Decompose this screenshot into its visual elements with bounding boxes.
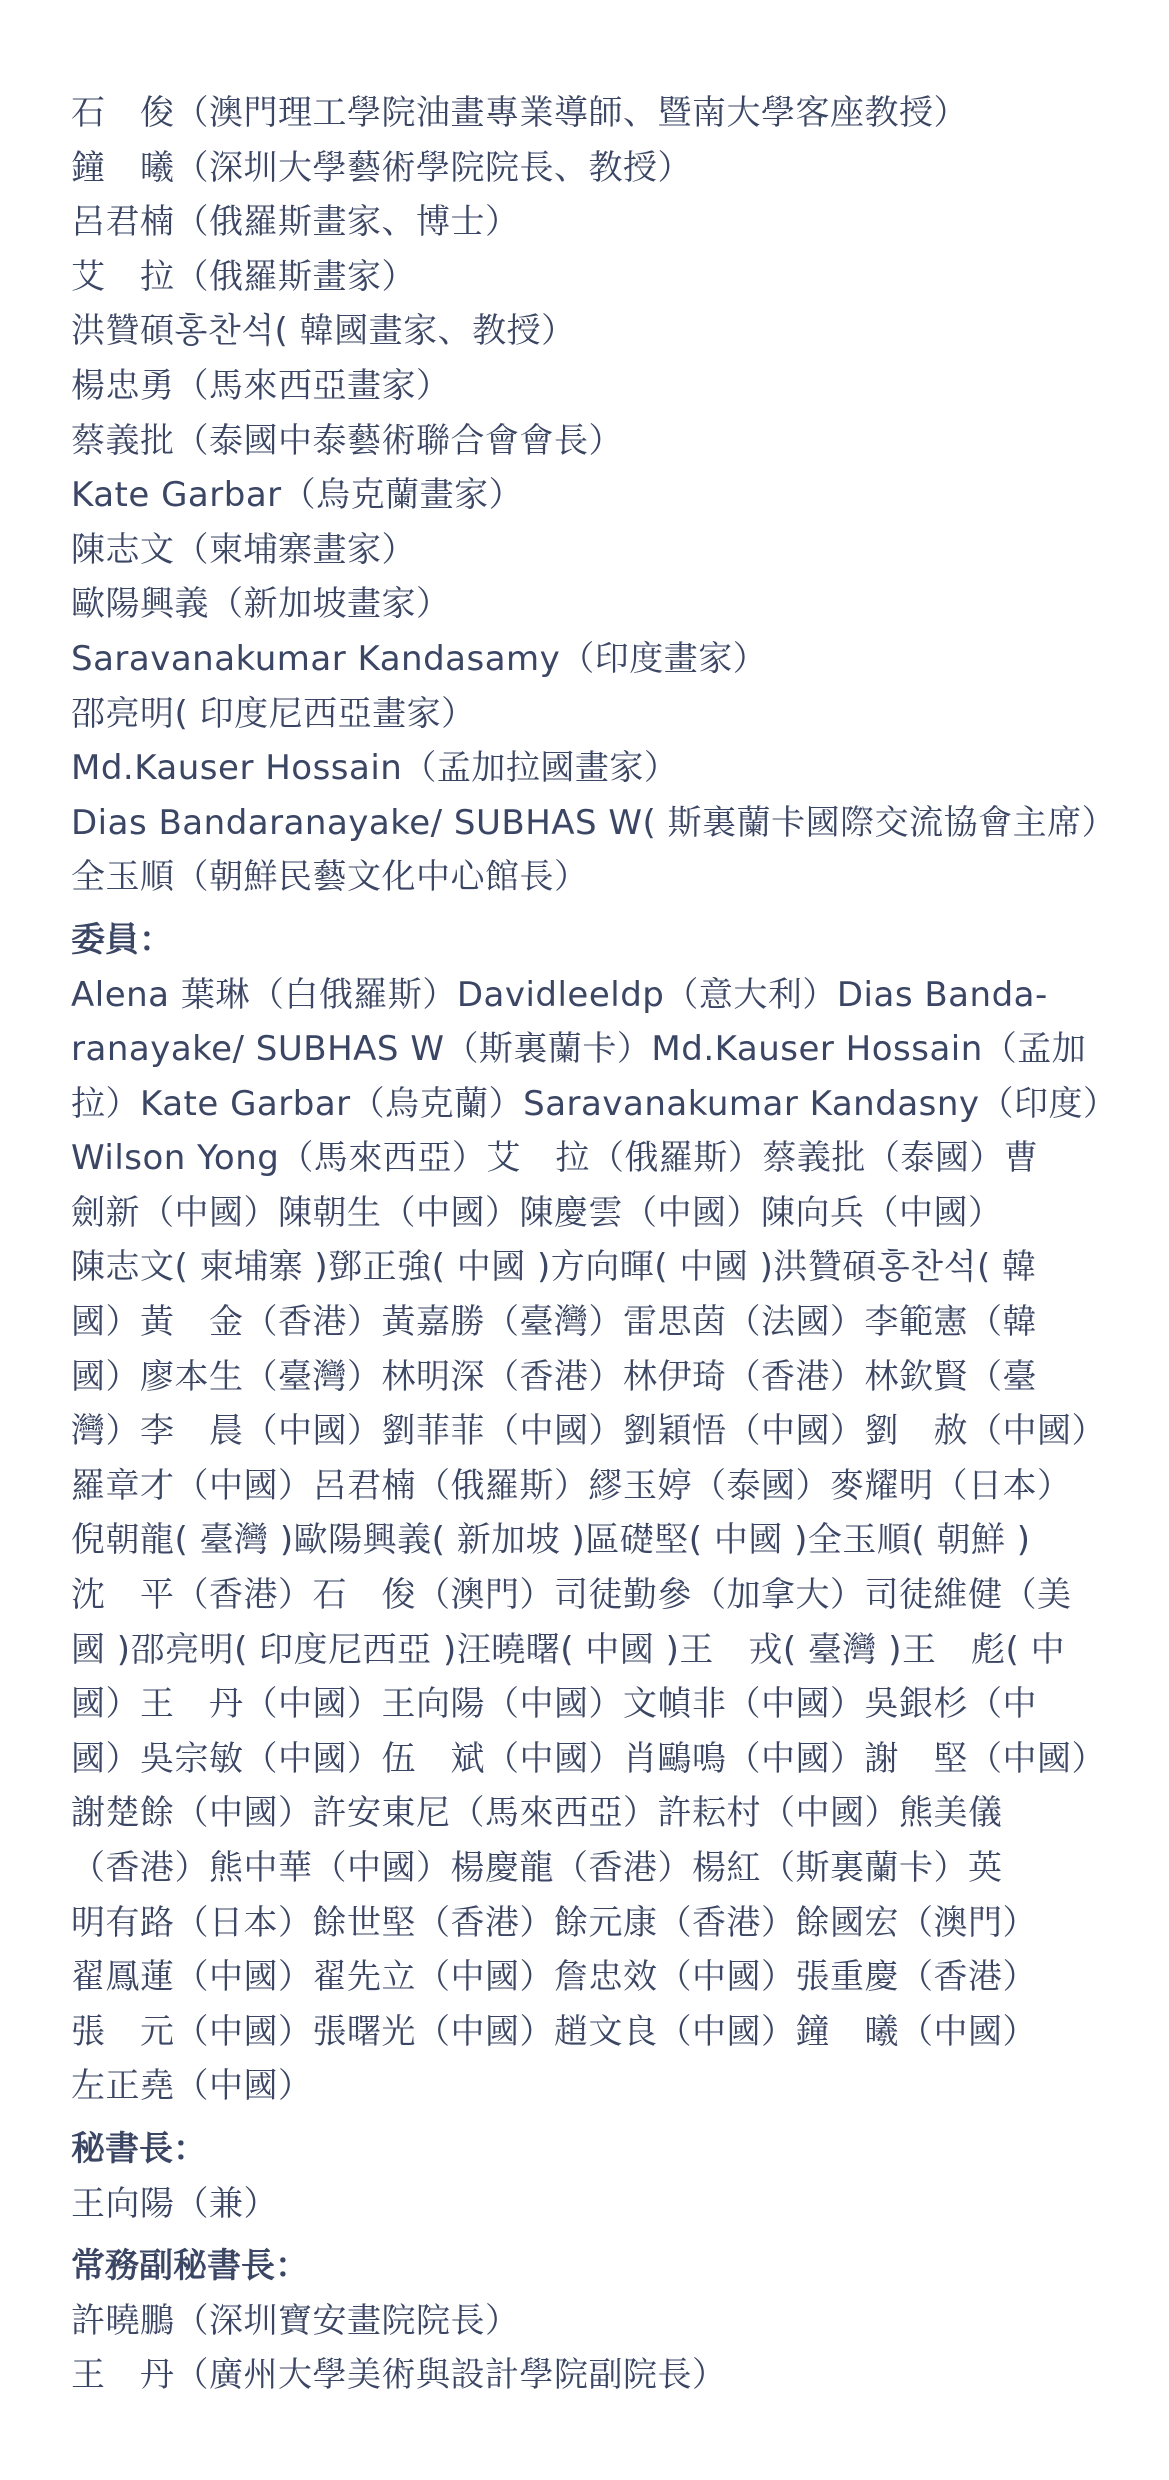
committee-line: 劍新（中國）陳朝生（中國）陳慶雲（中國）陳向兵（中國） bbox=[71, 1192, 1003, 1233]
executive-deputy-line: 王 丹（廣州大學美術與設計學院副院長） bbox=[71, 2355, 727, 2396]
member-line: Md.Kauser Hossain（孟加拉國畫家） bbox=[71, 748, 679, 789]
member-line: 艾 拉（俄羅斯畫家） bbox=[71, 256, 416, 297]
committee-line: 灣）李 晨（中國）劉菲菲（中國）劉穎悟（中國）劉 赦（中國） bbox=[71, 1411, 1106, 1452]
committee-line: 沈 平（香港）石 俊（澳門）司徒勤參（加拿大）司徒維健（美 bbox=[71, 1575, 1072, 1616]
committee-line: 羅章才（中國）呂君楠（俄羅斯）繆玉婷（泰國）麥耀明（日本） bbox=[71, 1465, 1072, 1506]
committee-line: 國 )邵亮明( 印度尼西亞 )汪曉曙( 中國 )王 戎( 臺灣 )王 彪( 中 bbox=[71, 1629, 1066, 1670]
committee-line: Alena 葉琳（白俄羅斯）Davidleeldp（意大利）Dias Banda- bbox=[71, 974, 1048, 1015]
secretary-general-line: 王向陽（兼） bbox=[71, 2183, 278, 2224]
committee-line: 明有路（日本）餘世堅（香港）餘元康（香港）餘國宏（澳門） bbox=[71, 1902, 1037, 1943]
secretary-general-heading: 秘書長： bbox=[71, 2128, 207, 2169]
member-line: 石 俊（澳門理工學院油畫專業導師、暨南大學客座教授） bbox=[71, 93, 968, 133]
committee-line: ranayake/ SUBHAS W（斯裏蘭卡）Md.Kauser Hossain（孟加 bbox=[71, 1029, 1087, 1070]
committee-line: 倪朝龍( 臺灣 )歐陽興義( 新加坡 )區礎堅( 中國 )全玉順( 朝鮮 ) bbox=[71, 1520, 1031, 1561]
committee-heading: 委員： bbox=[71, 919, 173, 960]
member-line: 歐陽興義（新加坡畫家） bbox=[71, 584, 451, 625]
member-line: 蔡義批（泰國中泰藝術聯合會會長） bbox=[71, 420, 623, 461]
top-member-list bbox=[71, 86, 1117, 905]
member-line: 邵亮明( 印度尼西亞畫家） bbox=[71, 693, 476, 734]
member-line: 鐘 曦（深圳大學藝術學院院長、教授） bbox=[71, 147, 692, 188]
member-line: 全玉順（朝鮮民藝文化中心館長） bbox=[71, 857, 589, 898]
executive-deputy-heading: 常務副秘書長： bbox=[71, 2246, 309, 2287]
member-line: 呂君楠（俄羅斯畫家、博士） bbox=[71, 202, 520, 243]
committee-line: Wilson Yong（馬來西亞）艾 拉（俄羅斯）蔡義批（泰國）曹 bbox=[71, 1138, 1039, 1179]
executive-deputy-line: 許曉鵬（深圳寶安畫院院長） bbox=[71, 2300, 520, 2341]
committee-line: 國）吳宗敏（中國）伍 斌（中國）肖鷗鳴（中國）謝 堅（中國） bbox=[71, 1738, 1106, 1779]
member-line: 陳志文（柬埔寨畫家） bbox=[71, 529, 416, 570]
committee-line: 張 元（中國）張曙光（中國）趙文良（中國）鐘 曦（中國） bbox=[71, 2011, 1037, 2052]
member-line: 洪贊碩홍찬석( 韓國畫家、教授） bbox=[71, 311, 576, 352]
committee-line: （香港）熊中華（中國）楊慶龍（香港）楊紅（斯裏蘭卡）英 bbox=[71, 1848, 1003, 1888]
member-line: 楊忠勇（馬來西亞畫家） bbox=[71, 365, 451, 406]
committee-line: 國）廖本生（臺灣）林明深（香港）林伊琦（香港）林欽賢（臺 bbox=[71, 1356, 1037, 1397]
committee-line: 翟鳳蓮（中國）翟先立（中國）詹忠效（中國）張重慶（香港） bbox=[71, 1957, 1037, 1998]
committee-line: 國）王 丹（中國）王向陽（中國）文幀非（中國）吳銀杉（中 bbox=[71, 1684, 1037, 1725]
member-line: Saravanakumar Kandasamy（印度畫家） bbox=[71, 638, 768, 679]
committee-paragraph bbox=[71, 968, 1118, 2114]
committee-line: 拉）Kate Garbar（烏克蘭）Saravanakumar Kandasny（印度） bbox=[71, 1083, 1118, 1124]
committee-line: 謝楚餘（中國）許安東尼（馬來西亞）許耘村（中國）熊美儀 bbox=[71, 1793, 1003, 1834]
committee-line: 國）黃 金（香港）黃嘉勝（臺灣）雷思茵（法國）李範憲（韓 bbox=[71, 1302, 1037, 1343]
committee-line: 陳志文( 柬埔寨 )鄧正強( 中國 )方向暉( 中國 )洪贊碩홍찬석( 韓 bbox=[71, 1247, 1037, 1288]
committee-line: 左正堯（中國） bbox=[71, 2066, 313, 2107]
member-line: Kate Garbar（烏克蘭畫家） bbox=[71, 475, 524, 516]
member-line: Dias Bandaranayake/ SUBHAS W( 斯裏蘭卡國際交流協會主席） bbox=[71, 802, 1117, 843]
